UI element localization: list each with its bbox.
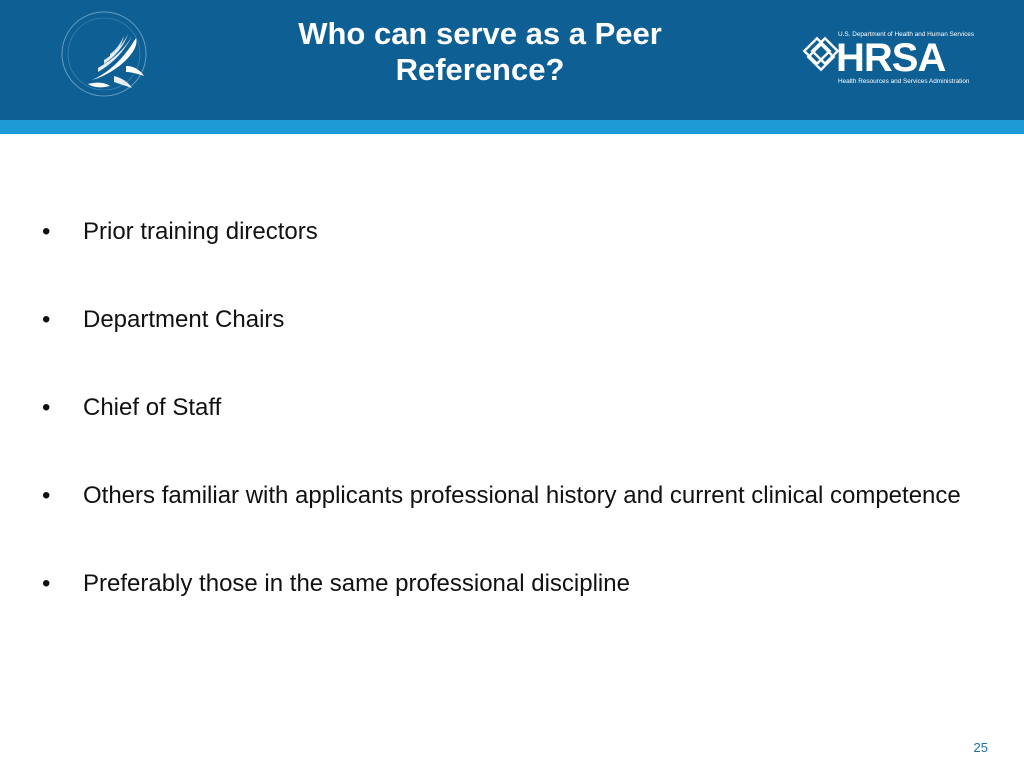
header-bar [0, 0, 1024, 120]
bullet-list [42, 217, 982, 657]
bullet-item [42, 569, 982, 599]
bullet-text: Preferably those in the same professional discipline [83, 570, 630, 597]
bullet-text: Others familiar with applicants professional history and current clinical competence [83, 482, 961, 509]
bullet-item [42, 217, 982, 247]
bullet-marker: • [42, 394, 51, 421]
hrsa-top-text: U.S. Department of Health and Human Services [838, 31, 975, 38]
page-number: 25 [973, 740, 988, 755]
bullet-item [42, 481, 982, 511]
hrsa-bottom-text: Health Resources and Services Administration [838, 78, 970, 85]
bullet-item [42, 305, 982, 335]
slide-title [210, 16, 750, 88]
hrsa-logo [800, 26, 990, 88]
bullet-item [42, 393, 982, 423]
bullet-marker: • [42, 306, 51, 333]
hrsa-knot-icon [804, 38, 837, 69]
hhs-seal-logo [52, 6, 162, 106]
hhs-eagle-seal-icon [88, 34, 144, 88]
bullet-text: Prior training directors [83, 218, 318, 245]
bullet-text: Chief of Staff [83, 394, 222, 421]
slide-title-line-1: Who can serve as a Peer [298, 16, 662, 51]
bullet-marker: • [42, 570, 51, 597]
bullet-marker: • [42, 218, 51, 245]
hrsa-wordmark: HRSA [836, 36, 946, 80]
bullet-text: Department Chairs [83, 306, 285, 333]
header-accent-band [0, 120, 1024, 134]
bullet-marker: • [42, 482, 51, 509]
slide-title-line-2: Reference? [395, 52, 565, 87]
